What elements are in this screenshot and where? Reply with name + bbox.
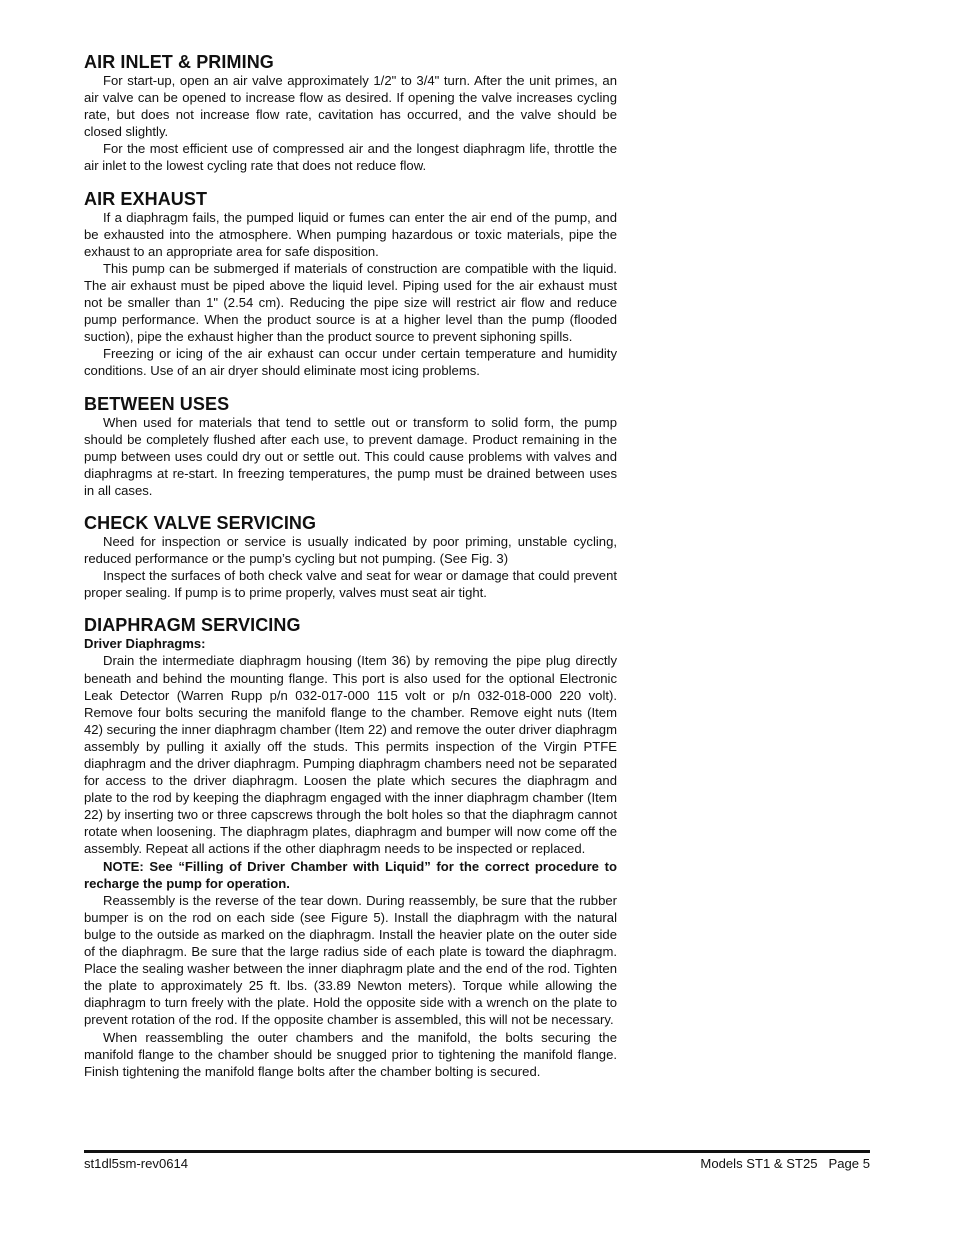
footer-doc-code: st1dl5sm-rev0614 [84,1156,189,1171]
paragraph: When used for materials that tend to settle out or transform to solid form, the pump should be completely flushed after each use, to prevent damage. Product remaining in the pump between uses could dry out or settle out. This could cause problems with valves and diaphragms at re-start. In freezing temperatures, the pump must be drained between uses in all cases. [84,414,617,498]
section-heading: DIAPHRAGM SERVICING [84,615,301,636]
paragraph: Inspect the surfaces of both check valve and seat for wear or damage that could prevent proper sealing. If pump is to prime properly, valves must seat air tight. [84,568,617,601]
section-heading: AIR INLET & PRIMING [84,52,274,72]
paragraph: Reassembly is the reverse of the tear down. During reassembly, be sure that the rubber bumper is on the rod on each side (see Figure 5). Install the diaphragm with the natural bulge to the outside as marked on the diaphragm. Install the heavier plate on the outer side of the diaphragm. Be sure that the large radius side of each plate is toward the diaphragm. Place the sealing washer between the inner diaphragm plate and the end of the rod. Tighten the plate to approximately 25 ft. lbs. (33.89 Newton meters). Torque while allowing the diaphragm to turn freely with the plate. Hold the opposite side with a wrench on the plate to prevent rotation of the rod. If the opposite chamber is assembled, this will not be necessary. [84,892,617,1028]
paragraph: When reassembling the outer chambers and the manifold, the bolts securing the manifold flange to the chamber should be snugged prior to tightening the manifold flange. Finish tightening the manifold flange bolts after the chamber bolting is secured. [84,1029,617,1079]
section-between-uses [84,394,617,499]
paragraph: If a diaphragm fails, the pumped liquid or fumes can enter the air end of the pump, and be exhausted into the atmosphere. When pumping hazardous or toxic materials, pipe the exhaust to an appropriate area for safe disposition. [84,209,617,259]
section-heading: CHECK VALVE SERVICING [84,512,317,533]
footer-model-page: Models ST1 & ST25 Page 5 [700,1156,870,1171]
section-check-valve-servicing [84,513,617,601]
footer-rule [84,1150,870,1153]
paragraph: For the most efficient use of compressed air and the longest diaphragm life, throttle the air inlet to the lowest cycling rate that does not reduce flow. [84,141,617,174]
paragraph: This pump can be submerged if materials of construction are compatible with the liquid. The air exhaust must be piped above the liquid level. Piping used for the air exhaust must not be smaller than 1" (2.54 cm). Reducing the pipe size will restrict air flow and reduce pump performance. When the product source is at a higher level than the pump (flooded suction), pipe the exhaust higher than the product source to prevent siphoning spills. [84,260,617,345]
section-air-exhaust [84,189,617,380]
section-heading: AIR EXHAUST [84,188,208,209]
paragraph: Drain the intermediate diaphragm housing (Item 36) by removing the pipe plug directly beneath and behind the mounting flange. This port is also used for the optional Electronic Leak Detector (Warren Rupp p/n 032-017-000 115 volt or p/n 032-018-000 220 volt). Remove four bolts securing the manifold flange to the chamber. Remove eight nuts (Item 42) securing the inner diaphragm chamber (Item 22) and remove the outer driver diaphragm assembly by pulling it axially off the studs. This permits inspection of the Virgin PTFE diaphragm and the driver diaphragm. Pumping diaphragm chambers need not be separated for access to the driver diaphragm. Loosen the plate which secures the diaphragm and plate to the rod by keeping the diaphragm engaged with the inner diaphragm chamber (Item 22) by inserting two or three capscrews through the bolt holes so that the diaphragm cannot rotate when loosening. The diaphragm plates, diaphragm and bumper will now come off the assembly. Repeat all actions if the other diaphragm needs to be inspected or replaced. [84,653,617,857]
section-air-inlet-priming [84,52,617,175]
main-text-column [84,52,617,1080]
paragraph: Freezing or icing of the air exhaust can occur under certain temperature and humidity conditions. Use of an air dryer should eliminate most icing problems. [84,346,617,379]
paragraph: Need for inspection or service is usually indicated by poor priming, unstable cycling, reduced performance or the pump’s cycling but not pumping. (See Fig. 3) [84,533,617,567]
section-heading: BETWEEN USES [84,393,230,414]
subheading-driver-diaphragms: Driver Diaphragms: [84,636,206,652]
section-diaphragm-servicing [84,615,617,1079]
note-paragraph: NOTE: See “Filling of Driver Chamber with Liquid” for the correct procedure to recharge the pump for operation. [84,858,617,891]
paragraph: For start-up, open an air valve approximately 1/2" to 3/4" turn. After the unit primes, an air valve can be opened to increase flow as desired. If opening the valve increases cycling rate, but does not increase flow rate, cavitation has occurred, and the valve should be closed slightly. [84,73,617,140]
